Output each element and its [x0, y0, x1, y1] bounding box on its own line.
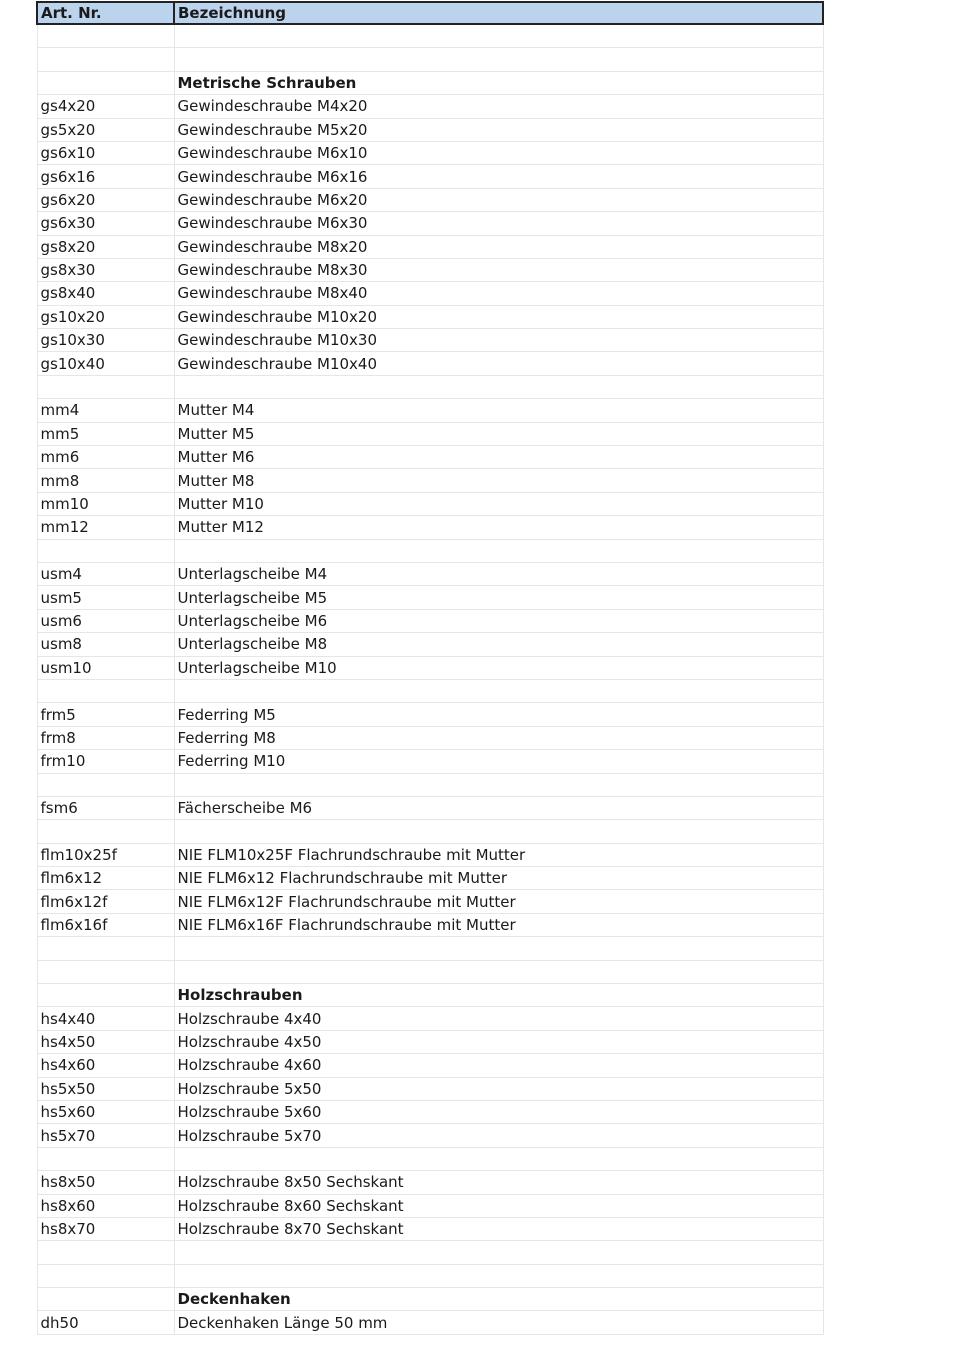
bezeichnung-cell: Unterlagscheibe M6	[174, 609, 823, 632]
header-bezeichnung: Bezeichnung	[174, 2, 823, 24]
section-title-cell: Holzschrauben	[174, 984, 823, 1007]
art-nr-cell: gs6x30	[37, 212, 174, 235]
table-row	[37, 633, 823, 656]
section-header-row	[37, 1288, 823, 1311]
art-nr-cell	[37, 984, 174, 1007]
table-row	[37, 1077, 823, 1100]
art-nr-cell: frm10	[37, 750, 174, 773]
bezeichnung-cell: Holzschraube 8x60 Sechskant	[174, 1194, 823, 1217]
table-row	[37, 258, 823, 281]
art-nr-cell: mm6	[37, 446, 174, 469]
article-table	[36, 1, 824, 1335]
bezeichnung-cell	[174, 773, 823, 796]
bezeichnung-cell	[174, 48, 823, 71]
bezeichnung-cell	[174, 1264, 823, 1287]
bezeichnung-cell: Holzschraube 8x50 Sechskant	[174, 1171, 823, 1194]
section-header-row	[37, 984, 823, 1007]
empty-row	[37, 1264, 823, 1287]
table-row	[37, 1100, 823, 1123]
table-row	[37, 516, 823, 539]
bezeichnung-cell: Gewindeschraube M5x20	[174, 118, 823, 141]
art-nr-cell	[37, 48, 174, 71]
table-row	[37, 843, 823, 866]
empty-row	[37, 960, 823, 983]
art-nr-cell	[37, 24, 174, 48]
empty-row	[37, 937, 823, 960]
art-nr-cell: hs4x50	[37, 1030, 174, 1053]
bezeichnung-cell: Unterlagscheibe M4	[174, 562, 823, 585]
art-nr-cell: hs4x60	[37, 1054, 174, 1077]
table-row	[37, 1194, 823, 1217]
art-nr-cell: gs6x16	[37, 165, 174, 188]
bezeichnung-cell: NIE FLM6x12F Flachrundschraube mit Mutter	[174, 890, 823, 913]
art-nr-cell: frm5	[37, 703, 174, 726]
art-nr-cell	[37, 773, 174, 796]
art-nr-cell: gs5x20	[37, 118, 174, 141]
empty-row	[37, 820, 823, 843]
art-nr-cell: gs4x20	[37, 95, 174, 118]
art-nr-cell: flm10x25f	[37, 843, 174, 866]
table-row	[37, 446, 823, 469]
art-nr-cell: usm6	[37, 609, 174, 632]
art-nr-cell	[37, 375, 174, 398]
art-nr-cell: mm10	[37, 492, 174, 515]
table-row	[37, 1054, 823, 1077]
art-nr-cell	[37, 539, 174, 562]
table-row	[37, 913, 823, 936]
art-nr-cell: usm8	[37, 633, 174, 656]
art-nr-cell	[37, 679, 174, 702]
art-nr-cell: frm8	[37, 726, 174, 749]
bezeichnung-cell: Gewindeschraube M10x20	[174, 305, 823, 328]
header-art-nr: Art. Nr.	[37, 2, 174, 24]
empty-row	[37, 1147, 823, 1170]
bezeichnung-cell: Mutter M5	[174, 422, 823, 445]
bezeichnung-cell: Holzschraube 8x70 Sechskant	[174, 1217, 823, 1240]
bezeichnung-cell	[174, 960, 823, 983]
table-row	[37, 796, 823, 819]
table-row	[37, 141, 823, 164]
art-nr-cell: gs10x40	[37, 352, 174, 375]
header-row	[37, 2, 823, 24]
art-nr-cell	[37, 1147, 174, 1170]
art-nr-cell: hs5x70	[37, 1124, 174, 1147]
empty-row	[37, 539, 823, 562]
bezeichnung-cell	[174, 1147, 823, 1170]
table-row	[37, 235, 823, 258]
art-nr-cell: mm8	[37, 469, 174, 492]
section-title-cell: Deckenhaken	[174, 1288, 823, 1311]
art-nr-cell: mm4	[37, 399, 174, 422]
bezeichnung-cell: Gewindeschraube M6x20	[174, 188, 823, 211]
bezeichnung-cell: Federring M8	[174, 726, 823, 749]
bezeichnung-cell	[174, 375, 823, 398]
table-row	[37, 867, 823, 890]
table-body	[37, 24, 823, 1334]
art-nr-cell	[37, 937, 174, 960]
table-row	[37, 562, 823, 585]
bezeichnung-cell	[174, 539, 823, 562]
art-nr-cell: gs6x20	[37, 188, 174, 211]
table-row	[37, 282, 823, 305]
art-nr-cell: hs8x50	[37, 1171, 174, 1194]
art-nr-cell: mm12	[37, 516, 174, 539]
table-row	[37, 1217, 823, 1240]
table-row	[37, 352, 823, 375]
bezeichnung-cell: Unterlagscheibe M10	[174, 656, 823, 679]
art-nr-cell: hs5x50	[37, 1077, 174, 1100]
table-row	[37, 1030, 823, 1053]
bezeichnung-cell: Unterlagscheibe M5	[174, 586, 823, 609]
art-nr-cell: gs8x20	[37, 235, 174, 258]
bezeichnung-cell: Holzschraube 4x50	[174, 1030, 823, 1053]
table-row	[37, 726, 823, 749]
art-nr-cell: hs5x60	[37, 1100, 174, 1123]
art-nr-cell: gs8x30	[37, 258, 174, 281]
table-row	[37, 586, 823, 609]
bezeichnung-cell: Holzschraube 5x60	[174, 1100, 823, 1123]
bezeichnung-cell: Gewindeschraube M4x20	[174, 95, 823, 118]
art-nr-cell: flm6x12	[37, 867, 174, 890]
bezeichnung-cell: Holzschraube 5x50	[174, 1077, 823, 1100]
bezeichnung-cell: Mutter M8	[174, 469, 823, 492]
section-title-cell: Metrische Schrauben	[174, 71, 823, 94]
section-header-row	[37, 71, 823, 94]
table-row	[37, 188, 823, 211]
bezeichnung-cell: Mutter M10	[174, 492, 823, 515]
bezeichnung-cell: Gewindeschraube M10x30	[174, 329, 823, 352]
art-nr-cell	[37, 1288, 174, 1311]
table-row	[37, 609, 823, 632]
art-nr-cell: flm6x12f	[37, 890, 174, 913]
table-row	[37, 212, 823, 235]
art-nr-cell: usm10	[37, 656, 174, 679]
table-row	[37, 492, 823, 515]
art-nr-cell: hs8x60	[37, 1194, 174, 1217]
table-row	[37, 305, 823, 328]
bezeichnung-cell	[174, 679, 823, 702]
art-nr-cell: dh50	[37, 1311, 174, 1334]
bezeichnung-cell: Fächerscheibe M6	[174, 796, 823, 819]
table-row	[37, 399, 823, 422]
bezeichnung-cell: NIE FLM6x16F Flachrundschraube mit Mutter	[174, 913, 823, 936]
table-row	[37, 703, 823, 726]
bezeichnung-cell	[174, 937, 823, 960]
bezeichnung-cell: Federring M10	[174, 750, 823, 773]
art-nr-cell: hs4x40	[37, 1007, 174, 1030]
bezeichnung-cell: NIE FLM10x25F Flachrundschraube mit Mutter	[174, 843, 823, 866]
bezeichnung-cell: Holzschraube 4x40	[174, 1007, 823, 1030]
bezeichnung-cell: Gewindeschraube M6x16	[174, 165, 823, 188]
bezeichnung-cell: NIE FLM6x12 Flachrundschraube mit Mutter	[174, 867, 823, 890]
empty-row	[37, 1241, 823, 1264]
bezeichnung-cell: Mutter M6	[174, 446, 823, 469]
empty-row	[37, 773, 823, 796]
bezeichnung-cell	[174, 24, 823, 48]
art-nr-cell: hs8x70	[37, 1217, 174, 1240]
table-row	[37, 750, 823, 773]
bezeichnung-cell: Gewindeschraube M8x20	[174, 235, 823, 258]
bezeichnung-cell: Unterlagscheibe M8	[174, 633, 823, 656]
table-row	[37, 469, 823, 492]
empty-row	[37, 679, 823, 702]
bezeichnung-cell	[174, 820, 823, 843]
table-row	[37, 118, 823, 141]
table-row	[37, 422, 823, 445]
art-nr-cell: flm6x16f	[37, 913, 174, 936]
table-row	[37, 1007, 823, 1030]
table-row	[37, 1311, 823, 1334]
art-nr-cell	[37, 71, 174, 94]
art-nr-cell	[37, 960, 174, 983]
empty-row	[37, 24, 823, 48]
bezeichnung-cell: Deckenhaken Länge 50 mm	[174, 1311, 823, 1334]
art-nr-cell	[37, 820, 174, 843]
bezeichnung-cell: Mutter M12	[174, 516, 823, 539]
art-nr-cell: fsm6	[37, 796, 174, 819]
bezeichnung-cell: Gewindeschraube M8x30	[174, 258, 823, 281]
empty-row	[37, 375, 823, 398]
bezeichnung-cell: Gewindeschraube M6x10	[174, 141, 823, 164]
art-nr-cell: gs10x20	[37, 305, 174, 328]
art-nr-cell: gs6x10	[37, 141, 174, 164]
art-nr-cell	[37, 1264, 174, 1287]
empty-row	[37, 48, 823, 71]
bezeichnung-cell: Holzschraube 4x60	[174, 1054, 823, 1077]
table-row	[37, 1171, 823, 1194]
table-row	[37, 95, 823, 118]
art-nr-cell: gs10x30	[37, 329, 174, 352]
art-nr-cell	[37, 1241, 174, 1264]
table-row	[37, 656, 823, 679]
bezeichnung-cell: Holzschraube 5x70	[174, 1124, 823, 1147]
table-row	[37, 329, 823, 352]
table-row	[37, 165, 823, 188]
bezeichnung-cell: Gewindeschraube M10x40	[174, 352, 823, 375]
art-nr-cell: gs8x40	[37, 282, 174, 305]
table-row	[37, 1124, 823, 1147]
bezeichnung-cell: Mutter M4	[174, 399, 823, 422]
bezeichnung-cell: Gewindeschraube M6x30	[174, 212, 823, 235]
art-nr-cell: mm5	[37, 422, 174, 445]
table-row	[37, 890, 823, 913]
art-nr-cell: usm4	[37, 562, 174, 585]
bezeichnung-cell: Gewindeschraube M8x40	[174, 282, 823, 305]
bezeichnung-cell	[174, 1241, 823, 1264]
art-nr-cell: usm5	[37, 586, 174, 609]
bezeichnung-cell: Federring M5	[174, 703, 823, 726]
